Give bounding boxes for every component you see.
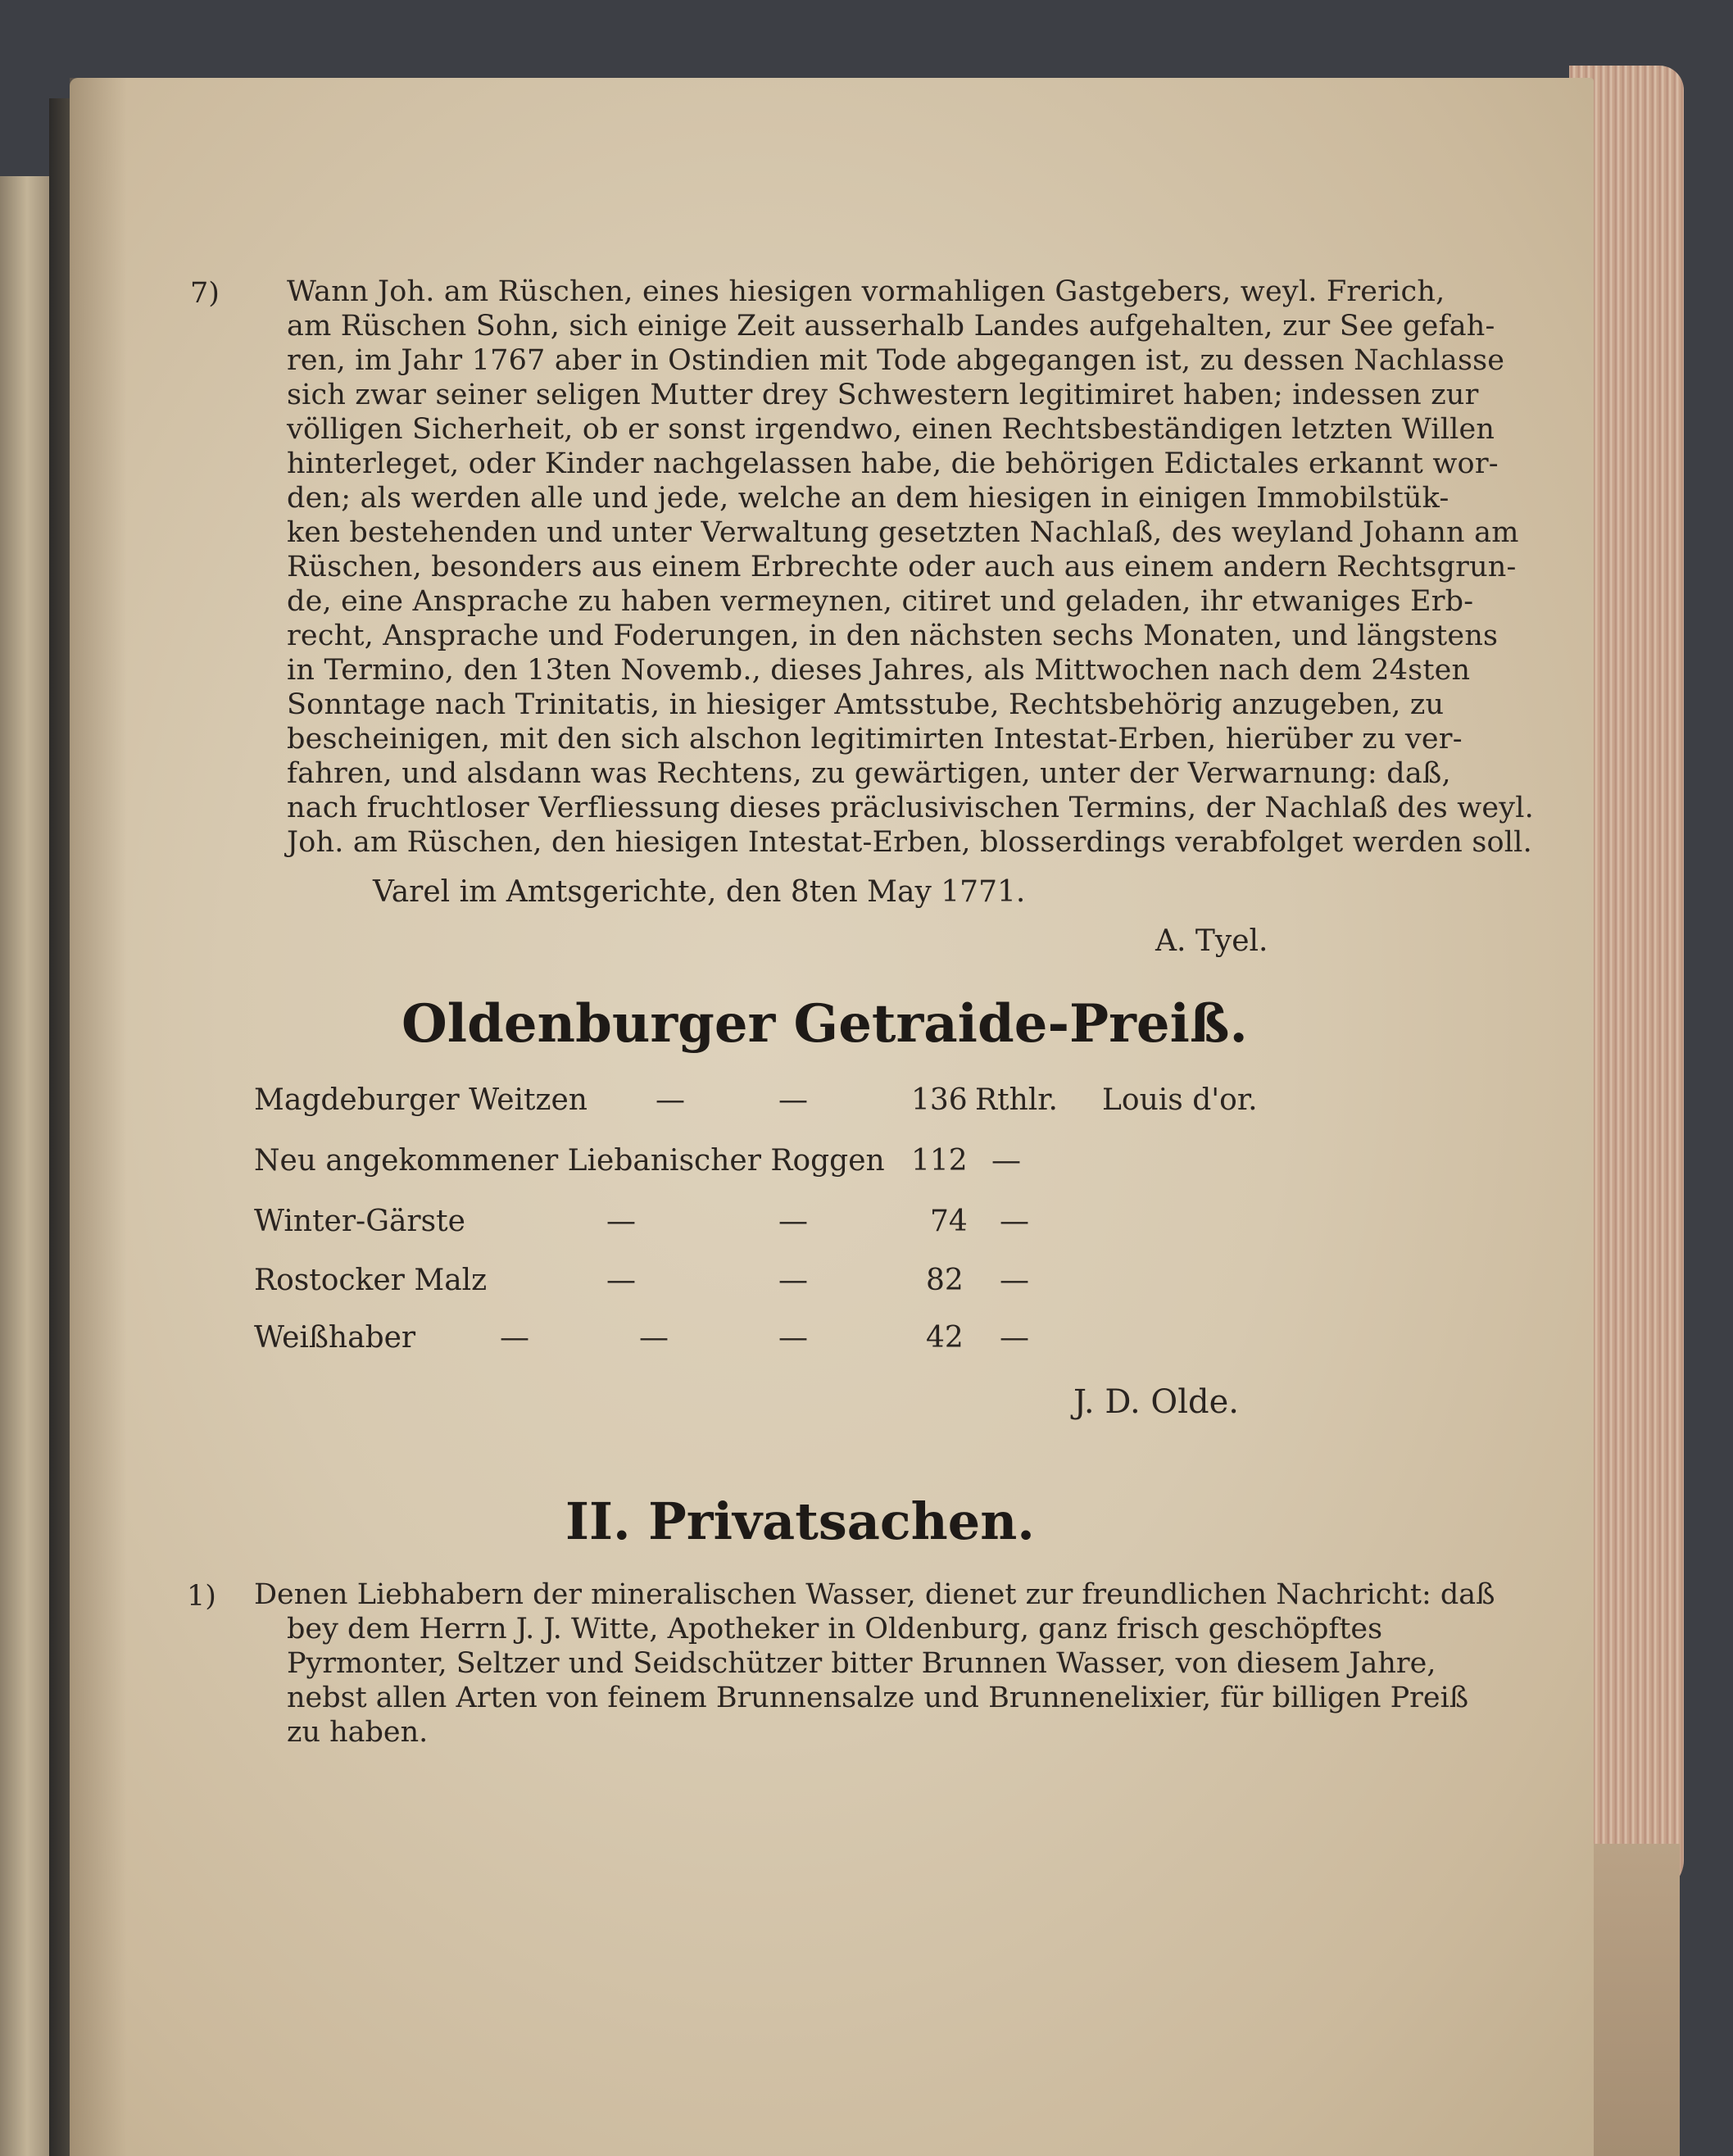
section-line: Pyrmonter, Seltzer und Seidschützer bitter Brunnen Wasser, von diesem Jahre, bbox=[287, 1647, 1436, 1680]
price-row-unit: — bbox=[1000, 1205, 1029, 1238]
price-row-currency: Louis d'or. bbox=[1102, 1083, 1258, 1117]
price-row-dash: — bbox=[500, 1321, 529, 1355]
price-row-name: Magdeburger Weitzen bbox=[254, 1083, 587, 1117]
price-row-name: Winter-Gärste bbox=[254, 1205, 465, 1238]
notice-line: recht, Ansprache und Foderungen, in den nächsten sechs Monaten, und längstens bbox=[287, 620, 1499, 652]
price-row-dash: — bbox=[778, 1264, 808, 1297]
price-row-dash: — bbox=[778, 1205, 808, 1238]
price-row-unit: — bbox=[1000, 1264, 1029, 1297]
notice-line: sich zwar seiner seligen Mutter drey Schwestern legitimiret haben; indessen zur bbox=[287, 379, 1479, 411]
price-row-value: 82 bbox=[926, 1264, 964, 1297]
notice-line: in Termino, den 13ten Novemb., dieses Jahres, als Mittwochen nach dem 24sten bbox=[287, 654, 1471, 687]
price-row-dash: — bbox=[606, 1264, 636, 1297]
notice-line: ren, im Jahr 1767 aber in Ostindien mit Tode abgegangen ist, zu dessen Nachlasse bbox=[287, 344, 1505, 377]
price-row-dash: — bbox=[606, 1205, 636, 1238]
notice-line: völligen Sicherheit, ob er sonst irgendwo, einen Rechtsbeständigen letzten Willen bbox=[287, 413, 1495, 446]
section-line: Denen Liebhabern der mineralischen Wasser, dienet zur freundlichen Nachricht: daß bbox=[254, 1578, 1495, 1611]
notice-line: Joh. am Rüschen, den hiesigen Intestat-Erben, blosserdings verabfolget werden soll. bbox=[287, 826, 1532, 859]
prices-title: Oldenburger Getraide-Preiß. bbox=[401, 993, 1248, 1055]
price-row-unit: — bbox=[991, 1144, 1021, 1178]
facing-page-edge bbox=[0, 176, 49, 2156]
price-row-dash: — bbox=[778, 1083, 808, 1117]
section-line: nebst allen Arten von feinem Brunnensalze und Brunnenelixier, für billigen Preiß bbox=[287, 1682, 1469, 1714]
section-line: zu haben. bbox=[287, 1716, 429, 1749]
notice-line: nach fruchtloser Verfliessung dieses präclusivischen Termins, der Nachlaß des weyl. bbox=[287, 792, 1534, 824]
price-row-value: 42 bbox=[926, 1321, 964, 1355]
notice-line: Sonntage nach Trinitatis, in hiesiger Amtsstube, Rechtsbehörig anzugeben, zu bbox=[287, 688, 1445, 721]
notice-line: ken bestehenden und unter Verwaltung gesetzten Nachlaß, des weyland Johann am bbox=[287, 516, 1519, 549]
notice-dateline: Varel im Amtsgerichte, den 8ten May 1771. bbox=[373, 875, 1026, 909]
notice-number: 7) bbox=[190, 277, 220, 310]
price-row-name: Rostocker Malz bbox=[254, 1264, 488, 1297]
price-row-dash: — bbox=[656, 1083, 685, 1117]
notice-line: am Rüschen Sohn, sich einige Zeit ausserhalb Landes aufgehalten, zur See gefah- bbox=[287, 310, 1495, 343]
notice-line: den; als werden alle und jede, welche an dem hiesigen in einigen Immobilstük- bbox=[287, 482, 1449, 515]
notice-signature: A. Tyel. bbox=[1155, 924, 1268, 958]
price-row-unit: Rthlr. bbox=[975, 1083, 1058, 1117]
section-line: bey dem Herrn J. J. Witte, Apotheker in Oldenburg, ganz frisch geschöpftes bbox=[287, 1613, 1383, 1645]
prices-signature: J. D. Olde. bbox=[1073, 1383, 1240, 1421]
price-row-unit: — bbox=[1000, 1321, 1029, 1355]
section-item-number: 1) bbox=[187, 1580, 216, 1613]
notice-line: Rüschen, besonders aus einem Erbrechte oder auch aus einem andern Rechtsgrun- bbox=[287, 551, 1517, 583]
price-row-value: 74 bbox=[930, 1205, 968, 1238]
page-shade bbox=[70, 78, 127, 2156]
price-row-value: 112 bbox=[911, 1144, 968, 1178]
notice-line: Wann Joh. am Rüschen, eines hiesigen vormahligen Gastgebers, weyl. Frerich, bbox=[287, 275, 1445, 308]
notice-line: de, eine Ansprache zu haben vermeynen, citiret und geladen, ihr etwaniges Erb- bbox=[287, 585, 1474, 618]
notice-line: bescheinigen, mit den sich alschon legitimirten Intestat-Erben, hierüber zu ver- bbox=[287, 723, 1463, 756]
price-row-value: 136 bbox=[911, 1083, 968, 1117]
price-row-name: Weißhaber bbox=[254, 1321, 416, 1355]
price-row-dash: — bbox=[778, 1321, 808, 1355]
notice-line: hinterleget, oder Kinder nachgelassen habe, die behörigen Edictales erkannt wor- bbox=[287, 447, 1499, 480]
price-row-name: Neu angekommener Liebanischer Roggen bbox=[254, 1144, 885, 1178]
section-title: II. Privatsachen. bbox=[565, 1491, 1035, 1551]
notice-line: fahren, und alsdann was Rechtens, zu gewärtigen, unter der Verwarnung: daß, bbox=[287, 757, 1451, 790]
price-row-dash: — bbox=[639, 1321, 669, 1355]
